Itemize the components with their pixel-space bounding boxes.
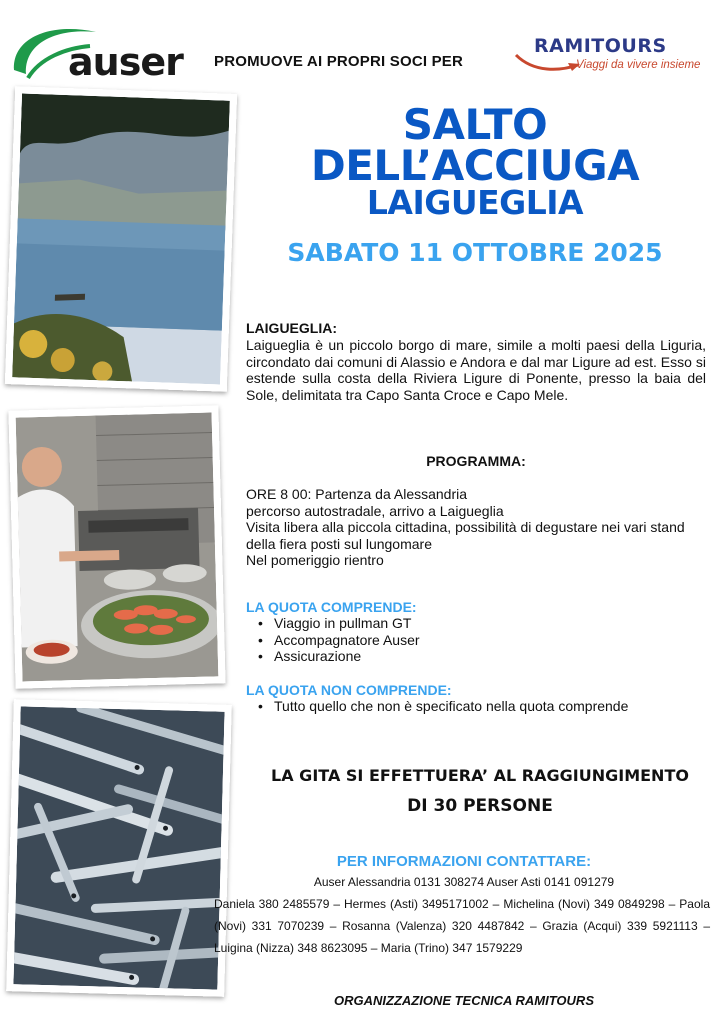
ramitours-logo [514, 35, 710, 79]
info-offices: Auser Alessandria 0131 308274 Auser Asti 0141 091279 [313, 875, 615, 889]
programma-line: percorso autostradale, arrivo a Laigueglia [246, 502, 504, 519]
quota-non-comprende-heading: LA QUOTA NON COMPRENDE: [246, 682, 452, 698]
info-heading: PER INFORMAZIONI CONTATTARE: [336, 853, 592, 870]
quota-comprende-list [258, 615, 420, 665]
list-item: • Accompagnatore Auser [258, 632, 420, 649]
auser-logo [10, 18, 190, 82]
ramitours-name: RAMITOURS [534, 35, 667, 57]
list-item: • Viaggio in pullman GT [258, 615, 420, 632]
promo-text: PROMUOVE AI PROPRI SOCI PER [214, 53, 464, 70]
gita-notice-line-1: LA GITA SI EFFETTUERA’ AL RAGGIUNGIMENTO [271, 766, 689, 785]
programma-line: Visita libera alla piccola cittadina, possibilità di degustare nei vari stand della fiera posti sul lungomare [246, 519, 685, 552]
organizzazione-tecnica: ORGANIZZAZIONE TECNICA RAMITOURS [334, 993, 594, 1008]
laigueglia-heading: LAIGUEGLIA: [246, 320, 337, 336]
list-item: • Tutto quello che non è specificato nella quota comprende [258, 698, 628, 715]
photo-sea-view [5, 86, 237, 392]
auser-logo-text: auser [68, 40, 183, 84]
info-contacts: Daniela 380 2485579 – Hermes (Asti) 3495171002 – Michelina (Novi) 349 0849298 – Paola (Novi) 331 7070239 – Rosanna (Valenza) 320 4487842 – Grazia (Acqui) 339 5921113 – Luigina (Nizza) 348 8623095 – Maria (Trino) 347 1579229 [214, 897, 710, 955]
laigueglia-description: Laigueglia è un piccolo borgo di mare, simile a molti paesi della Liguria, circondato dai comuni di Alassio e Andora e dal mar Ligure ad est. Esso si estende sulla costa della Riviera Ligure di Ponente, presso la baia del Sole, delimitata tra Capo Santa Croce e Capo Mele. [246, 337, 706, 403]
event-date: SABATO 11 OTTOBRE 2025 [287, 238, 663, 267]
title-line-3: LAIGUEGLIA [366, 183, 584, 222]
programma-list [246, 486, 706, 569]
programma-line: Nel pomeriggio rientro [246, 552, 384, 568]
title-line-1: SALTO [402, 100, 548, 149]
photo-anchovies [6, 699, 232, 997]
title-line-2: DELL’ACCIUGA [310, 141, 640, 190]
ramitours-tagline: Viaggi da vivere insieme [576, 59, 701, 71]
quota-comprende-heading: LA QUOTA COMPRENDE: [246, 599, 417, 615]
photo-chef-food [8, 405, 225, 688]
list-item: • Assicurazione [258, 648, 420, 665]
programma-heading: PROGRAMMA: [426, 453, 526, 469]
quota-non-comprende-list [258, 698, 628, 715]
gita-notice-line-2: DI 30 PERSONE [407, 796, 553, 816]
programma-line: ORE 8 00: Partenza da Alessandria [246, 486, 468, 502]
